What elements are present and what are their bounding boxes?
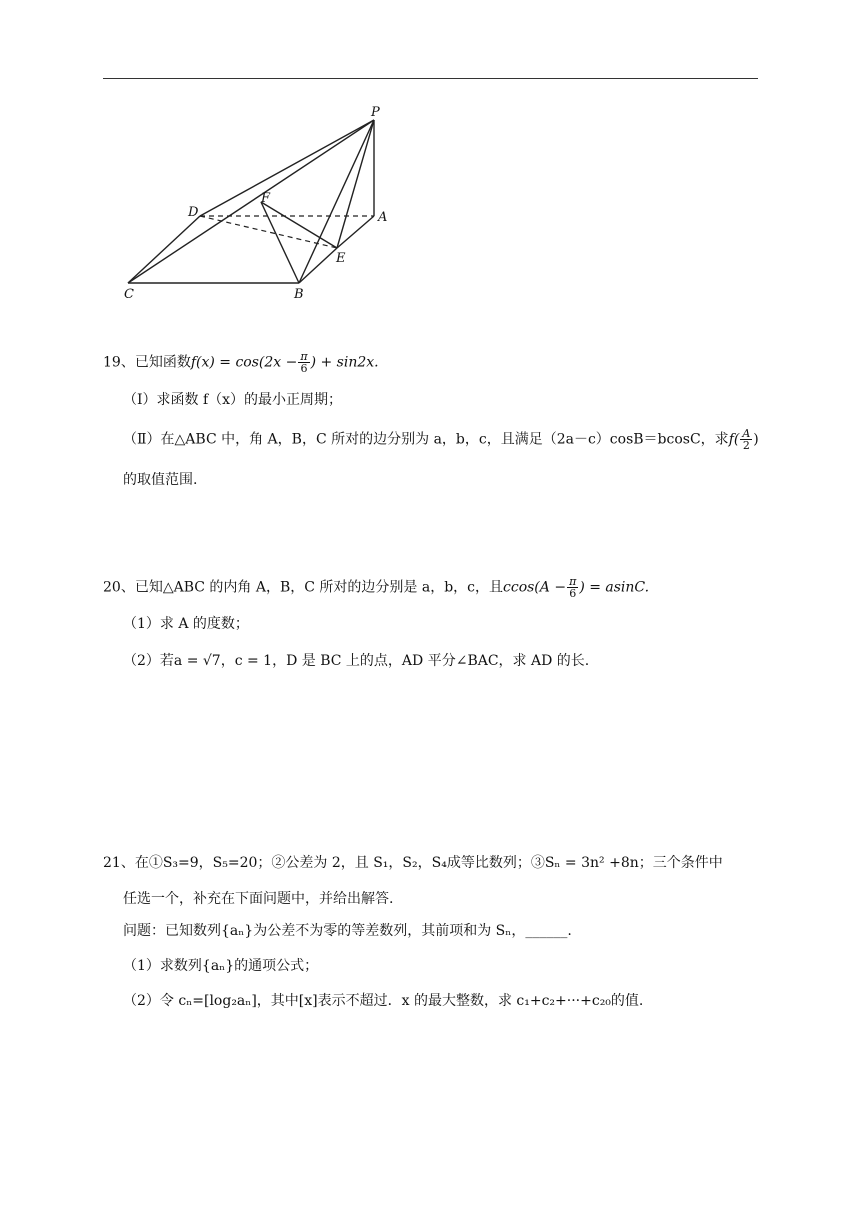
q19-stem: 19、已知函数f(x) = cos(2x − $\frac{\pi}{6}$ ) + sin2x.: [103, 350, 379, 375]
q19-part2: （Ⅱ）在△ABC 中，角 A，B，C 所对的边分别为 a，b，c，且满足（2a－c）cosB＝bcosC，求f( $\frac{A}{2}$ ): [123, 427, 759, 452]
label-D: D: [188, 205, 199, 220]
header-rule: [103, 78, 758, 79]
edge-CD: [128, 216, 200, 283]
q21-line3: 问题：已知数列{aₙ}为公差不为零的等差数列，其前项和为 Sₙ，______.: [123, 923, 572, 939]
edge-BE: [299, 248, 337, 283]
pyramid-figure: [118, 100, 408, 310]
q20-fraction: $\frac{\pi}{6}$: [569, 575, 577, 600]
q20-part2: （2）若a = √7，c = 1，D 是 BC 上的点，AD 平分∠BAC，求 AD 的长.: [123, 653, 590, 669]
label-P: P: [371, 105, 380, 120]
edge-PE: [337, 120, 374, 248]
edge-DE-dashed: [200, 216, 337, 248]
label-F: F: [261, 191, 271, 206]
q21-part1: （1）求数列{aₙ}的通项公式；: [123, 958, 319, 974]
label-A: A: [378, 210, 388, 225]
q19-part2-line2: 的取值范围.: [123, 472, 198, 488]
q21-line1: 21、在①S₃=9，S₅=20；②公差为 2，且 S₁，S₂，S₄成等比数列；③Sₙ = 3n² +8n；三个条件中: [103, 855, 723, 871]
q19-fraction: $\frac{\pi}{6}$: [300, 350, 308, 375]
label-E: E: [336, 251, 346, 266]
q20-part1: （1）求 A 的度数；: [123, 616, 249, 632]
edge-AE: [337, 216, 374, 248]
label-B: B: [294, 287, 304, 302]
q21-line2: 任选一个，补充在下面问题中，并给出解答.: [123, 891, 394, 907]
q21-part2: （2）令 cₙ=[log₂aₙ]，其中[x]表示不超过．x 的最大整数，求 c₁+c₂+···+c₂₀的值.: [123, 993, 644, 1009]
label-C: C: [124, 287, 134, 302]
q19-part1: （Ⅰ）求函数 f（x）的最小正周期；: [123, 392, 343, 408]
q19-part2-fraction: $\frac{A}{2}$: [742, 427, 751, 452]
edge-PD: [200, 120, 374, 216]
q20-stem: 20、已知△ABC 的内角 A，B，C 所对的边分别是 a，b，c，且ccos(A − $\frac{\pi}{6}$ ) = asinC.: [103, 575, 650, 600]
